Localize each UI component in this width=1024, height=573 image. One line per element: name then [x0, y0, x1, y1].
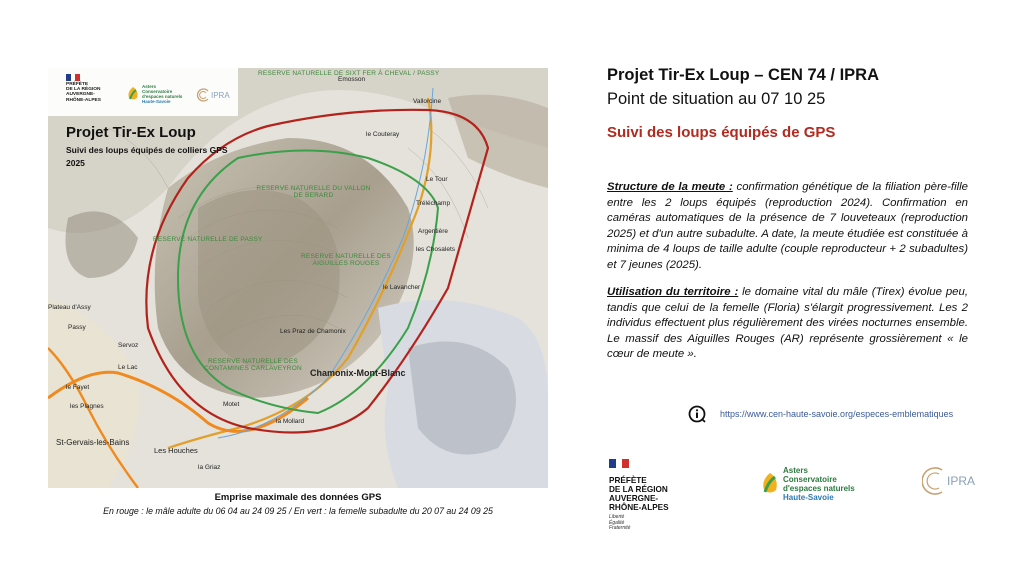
gps-map — [48, 68, 548, 488]
asters-logo: Asters Conservatoire d'espaces naturels Haute-Savoie — [760, 466, 855, 502]
territoire-heading: Utilisation du territoire : — [607, 286, 739, 298]
place-label: les Plagnes — [70, 403, 104, 410]
structure-heading: Structure de la meute : — [607, 181, 733, 193]
place-label: le Fayet — [66, 384, 90, 391]
map-subtitle: Suivi des loups équipés de colliers GPS — [66, 145, 228, 155]
status-date: Point de situation au 07 10 25 — [607, 90, 826, 108]
marianne-icon — [66, 74, 80, 81]
ipra-logo: IPRA — [922, 466, 975, 496]
place-label: Vallorcine — [413, 98, 442, 105]
caption-legend: En rouge : le mâle adulte du 06 04 au 24 09 25 / En vert : la femelle subadulte du 20 07 au 24 09 25 — [103, 506, 493, 516]
map-year: 2025 — [66, 158, 85, 168]
asters-leaf-icon — [126, 86, 140, 102]
place-label: les Chosalets — [416, 246, 456, 253]
reserve-label: RESERVE NATURELLE DU VALLON DE BERARD — [256, 185, 371, 199]
place-label: Les Praz de Chamonix — [280, 328, 346, 335]
map-caption — [48, 490, 548, 516]
place-label: Les Houches — [154, 446, 198, 455]
place-label: Plateau d'Assy — [48, 304, 91, 311]
map-asters-logo: Asters Conservatoire d'espaces naturels Haute-Savoie — [126, 84, 182, 104]
place-label: la Mollard — [276, 418, 305, 425]
place-label: Argentière — [418, 228, 448, 235]
caption-title: Emprise maximale des données GPS — [214, 492, 382, 503]
place-label: Chamonix-Mont-Blanc — [310, 368, 406, 378]
ipra-arc-icon — [922, 466, 944, 496]
reserve-label: RESERVE NATURELLE DE PASSY — [153, 236, 263, 243]
info-link[interactable]: https://www.cen-haute-savoie.org/especes-emblematiques — [720, 409, 954, 419]
place-label: St-Gervais-les-Bains — [56, 438, 130, 447]
asters-leaf-icon — [760, 471, 780, 497]
place-label: Motet — [223, 401, 240, 408]
structure-paragraph — [607, 180, 968, 274]
place-label: Le Tour — [426, 176, 448, 183]
territoire-text: le domaine vital du mâle (Tirex) évolue peu, tandis que celui de la femelle (Floria) s'élargit progressivement. Les 2 individus effectuent plus régulièrement des virées nocturnes ensemble. Le massif des Aiguilles Rouges (AR) représente grossièrement « le cœur de meute ». — [607, 286, 968, 361]
place-label: la Griaz — [198, 464, 221, 471]
ipra-arc-icon — [196, 88, 210, 102]
reserve-label: RESERVE NATURELLE DE SIXT FER À CHEVAL / PASSY — [258, 70, 440, 77]
page-title: Projet Tir-Ex Loup – CEN 74 / IPRA — [607, 66, 880, 84]
reserve-label: RESERVE NATURELLE DES CONTAMINES CARLAVEYRON — [204, 358, 302, 372]
section-heading: Suivi des loups équipés de GPS — [607, 124, 836, 141]
territoire-paragraph — [607, 285, 968, 363]
place-label: Emosson — [338, 76, 366, 83]
map-title: Projet Tir-Ex Loup — [66, 124, 196, 141]
structure-text: confirmation génétique de la filiation père-fille entre les 2 loups équipés (reproduction 2024). Confirmation en caméras automatiques de la présence de 7 louveteaux (reproduction 2025) et d'un autre subadulte. A date, la meute étudiée est constituée à minima de 4 loups de taille adulte (couple reproducteur + 2 subadultes) et 7 jeunes (2025). — [607, 181, 968, 271]
place-label: Servoz — [118, 342, 139, 349]
info-icon — [688, 405, 706, 423]
place-label: le Couteray — [366, 131, 400, 138]
info-row — [688, 405, 953, 423]
place-label: le Lavancher — [383, 284, 421, 291]
place-label: Tréléchamp — [416, 200, 451, 207]
marianne-icon — [609, 459, 629, 468]
map-prefecture-logo: PRÉFÈTE DE LA RÉGION AUVERGNE- RHÔNE-ALPES — [66, 74, 101, 103]
place-label: Le Lac — [118, 364, 138, 371]
reserve-label: RESERVE NATURELLE DES AIGUILLES ROUGES — [301, 253, 391, 267]
prefecture-logo: PRÉFÈTE DE LA RÉGION AUVERGNE- RHÔNE-ALPES Liberté Égalité Fraternité — [609, 455, 669, 532]
map-ipra-logo: IPRA — [196, 88, 230, 102]
place-label: Passy — [68, 324, 86, 331]
